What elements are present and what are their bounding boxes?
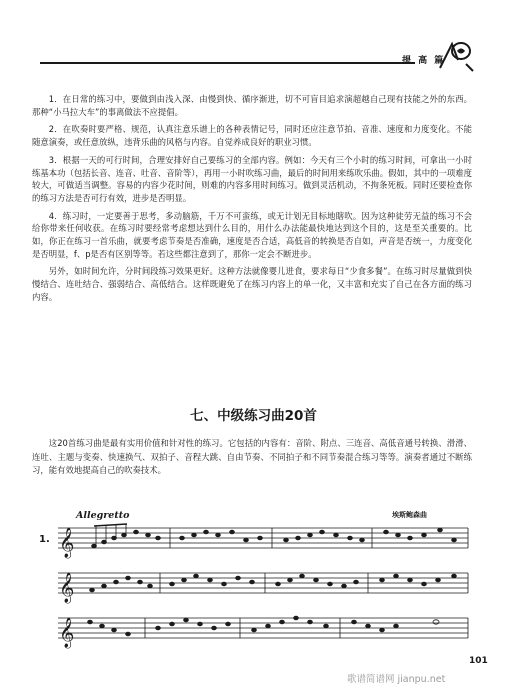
- intro-paragraph: 这20首练习曲是最有实用价值和针对性的练习。它包括的内容有：音阶、附点、三连音、高低音通号转换、滑滑、连吐、主题与变奏、快速换气、双拍子、音程大跳、自由节奏、不同拍子和不同节奏混合练习等等。演奏者通过不断练习，能有效地提高自己的吹奏技术。: [32, 438, 472, 475]
- svg-text:𝄞: 𝄞: [59, 618, 75, 648]
- composer-credit: 埃斯鲍森曲: [392, 511, 427, 519]
- header-title: 提 高 篇: [402, 56, 446, 66]
- svg-text:𝄞: 𝄞: [59, 573, 75, 603]
- paragraph-2: 2．在吹奏时要严格、规范，认真注意乐谱上的各种表情记号，同时还应注意节拍、音准、速度和力度变化。不能随意演奏，或任意放纵，违背乐曲的风格与内容。自觉养成良好的职业习惯。: [32, 124, 472, 148]
- section-heading: 七、中级练习曲20首: [190, 408, 317, 424]
- music-score: [50, 518, 470, 652]
- paragraph-4: 4．练习时，一定要善于思考，多动脑筋，千万不可蛮练，或无计划无目标地瞎吹。因为这种徒劳无益的练习不会给你带来任何收获。在练习时要经常考虑想达到什么目的，用什么办法能最快地达到这个目的，这是至关重要的。比如，你正在练习一首乐曲，就要考虑节奏是否准确，速度是否合适，高低音的转换是否自如，声音是否统一，力度变化是否明显，f、p是否有区别等等。若这些都注意到了，那你一定会不断进步。: [32, 210, 472, 259]
- paragraph-1: 1．在日常的练习中，要做到由浅入深、由慢到快、循序渐进，切不可盲目追求演超越自己现有技能之外的东西。那种“小马拉大车”的事离做法不应提倡。: [32, 94, 472, 117]
- notes-staff-1: [92, 524, 457, 548]
- paragraph-5: 另外，如时间允许，分时间段练习效果更好。这种方法就像婴儿进食，要求每日“少食多餐”。在练习时尽量做到快慢结合、连吐结合、强弱结合、高低结合。这样既避免了在练习内容上的单一化，又丰富和充实了自己在各方面的练习内容。: [32, 266, 472, 302]
- svg-text:𝄞: 𝄞: [59, 528, 75, 558]
- watermark: 歌谱简谱网 jianpu.net: [347, 674, 446, 685]
- staff-1: [58, 528, 468, 548]
- staff-3: [58, 618, 468, 638]
- tempo-marking: Allegretto: [76, 510, 130, 521]
- body-text: [32, 93, 472, 309]
- piece-number: 1.: [39, 534, 50, 545]
- treble-clef-icon: [59, 527, 74, 649]
- staff-2: [58, 573, 468, 593]
- paragraph-3: 3．根据一天的可行时间，合理安排好自己要练习的全部内容。例如：今天有三个小时的练习时间，可拿出一小时练基本功（包括长音、连音、吐音、音阶等），再用一小时吹练习曲，最后的时间用来练吹乐曲。假如，其中的一项难度较大，可做适当调整。容易的内容少花时间，则难的内容多用时间练习。做到灵活机动，不拘条死板。同时还要检查你的练习方法是否可行有效，进步是否明显。: [32, 154, 472, 203]
- page-number: 101: [469, 656, 488, 666]
- intro-text: [32, 437, 472, 478]
- header-rule: [40, 62, 415, 64]
- header-ornament-icon: [436, 38, 476, 74]
